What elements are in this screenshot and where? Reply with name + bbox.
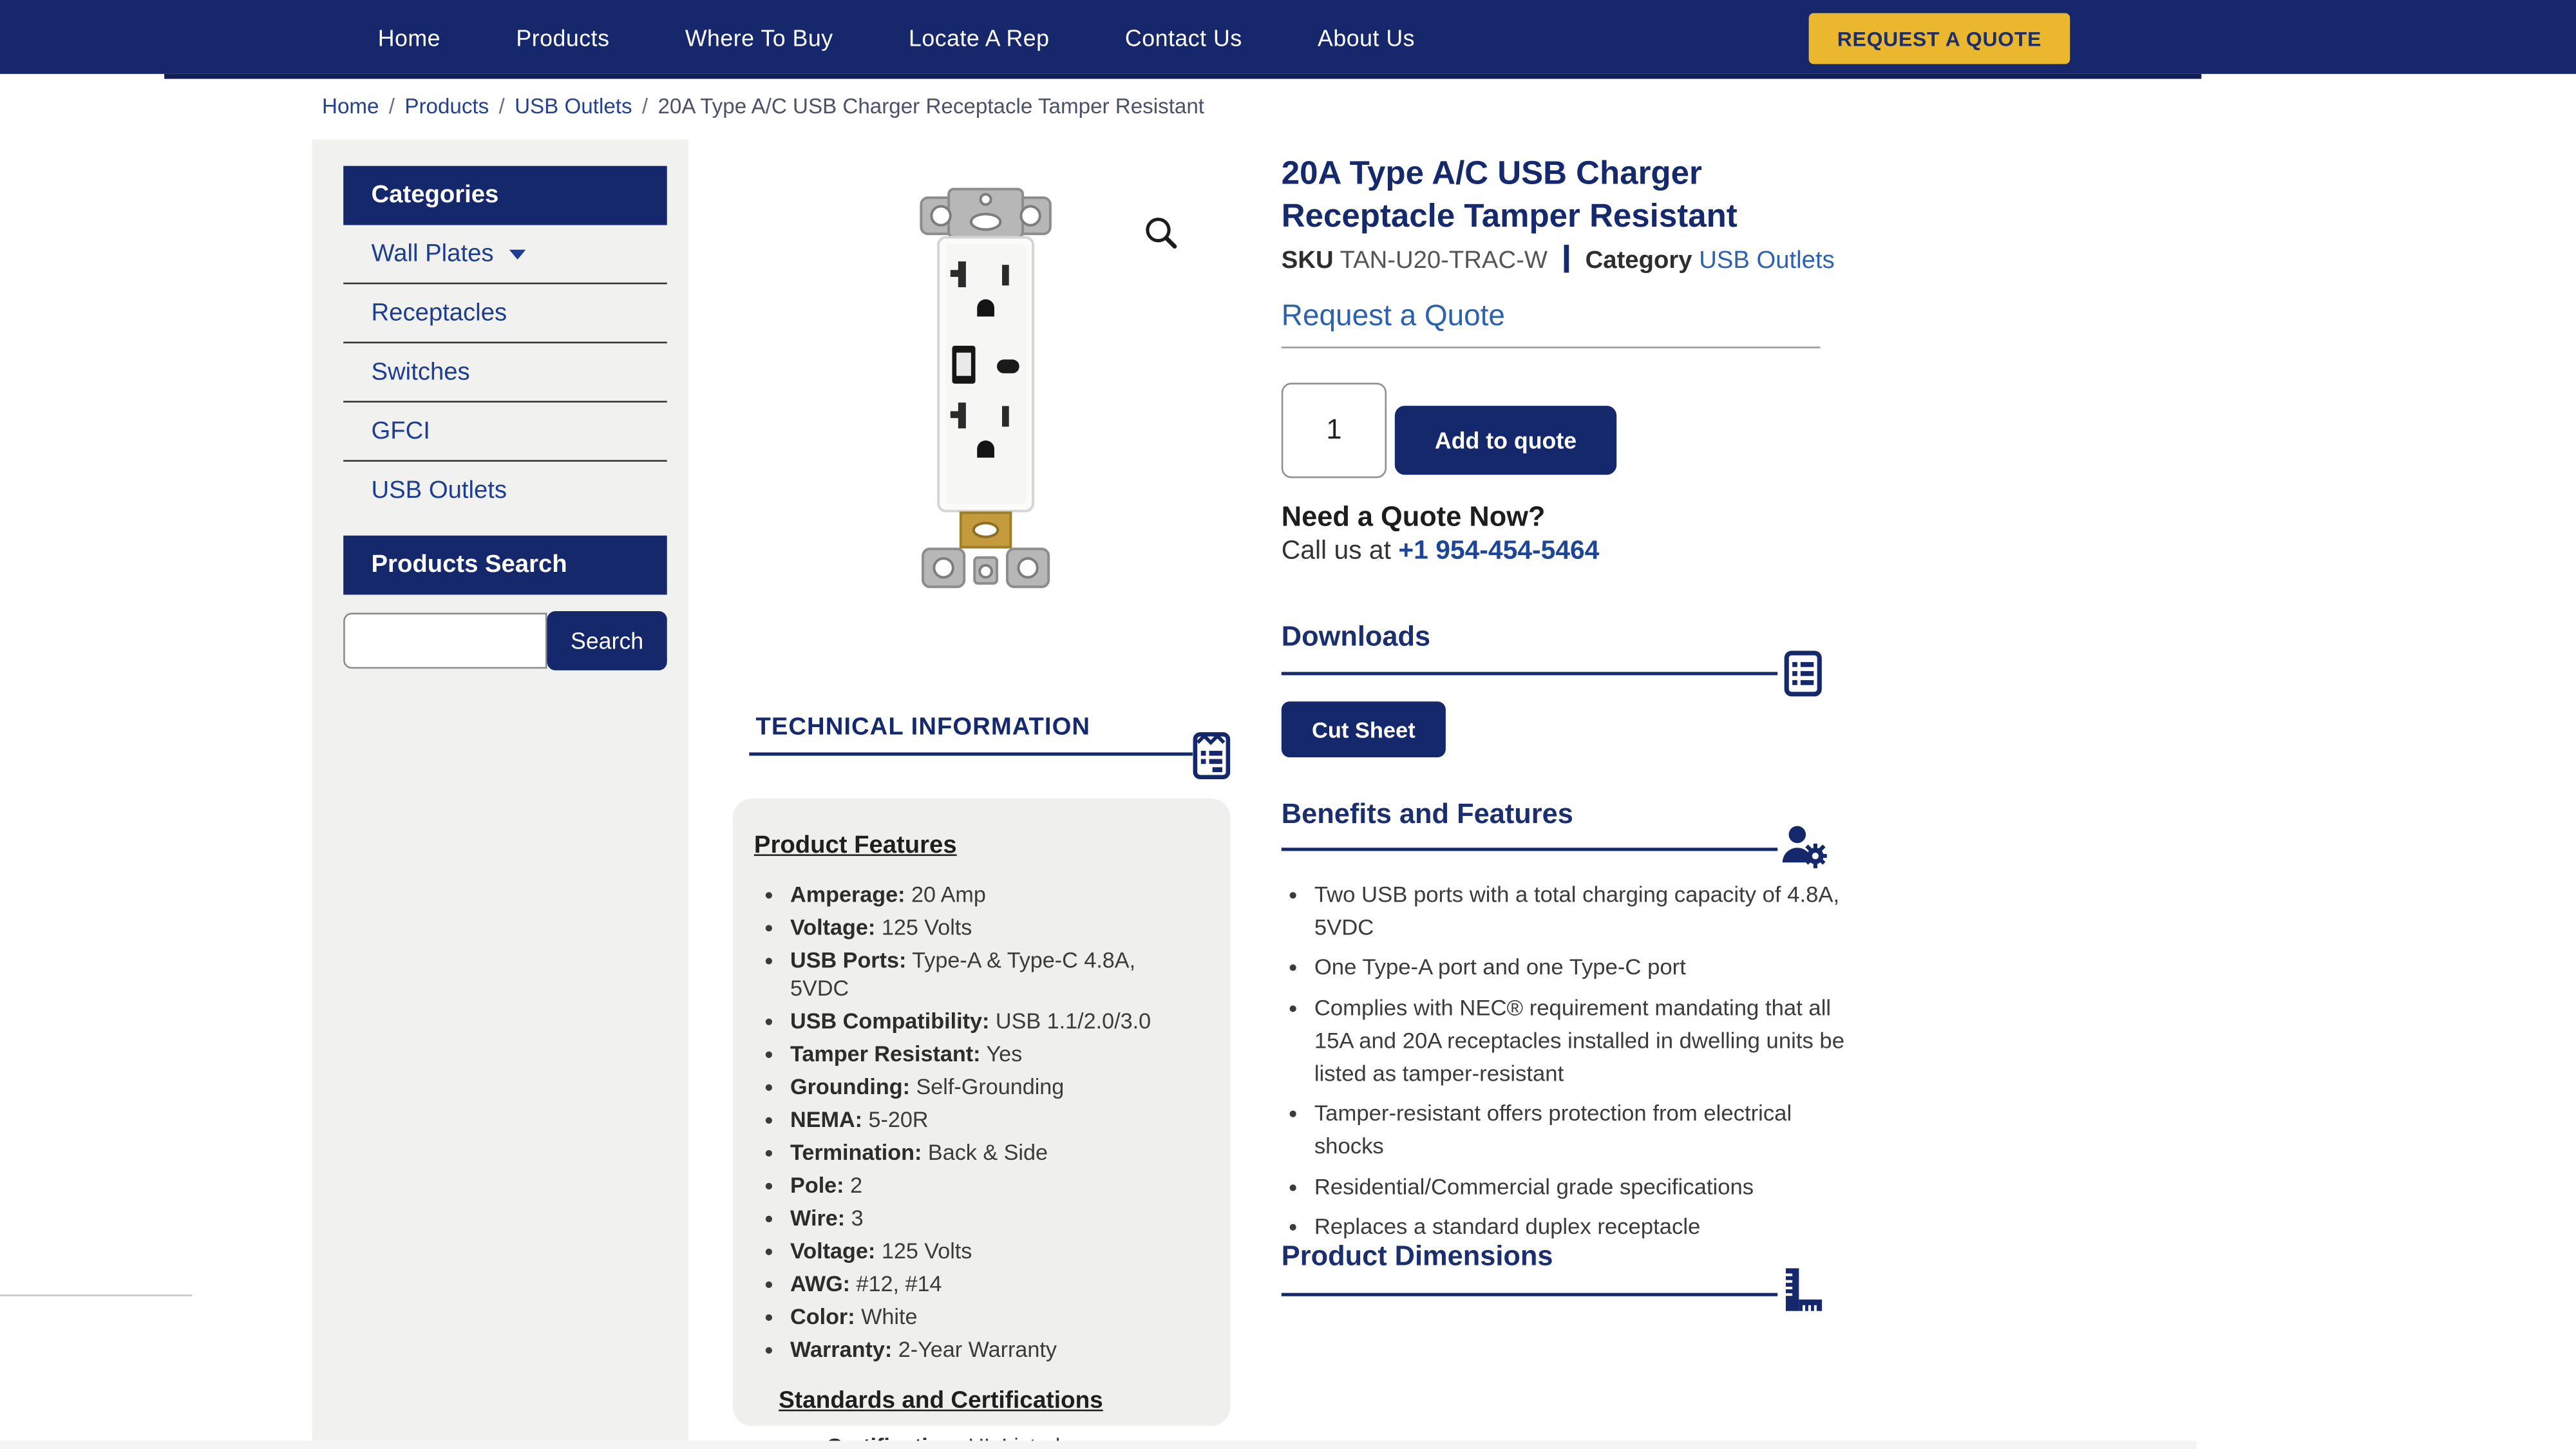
- feature-item: • Grounding: Self-Grounding: [790, 1073, 1198, 1101]
- product-info-column: [1281, 140, 1845, 1449]
- benefit-item: • Residential/Commercial grade specifications: [1314, 1171, 1850, 1203]
- benefits-rule: [1282, 848, 1777, 851]
- product-dimensions-heading: Product Dimensions: [1281, 1240, 1553, 1272]
- sku-value: TAN-U20-TRAC-W: [1340, 246, 1548, 275]
- categories-header: Categories: [343, 166, 667, 225]
- technical-information-rule: [749, 752, 1193, 755]
- call-prefix: Call us at: [1281, 537, 1391, 565]
- feature-item: • Amperage: 20 Amp: [790, 880, 1198, 908]
- divider: [1564, 245, 1569, 272]
- image-zoom-icon[interactable]: [1144, 215, 1180, 251]
- nav-bottom-strip: [164, 74, 2201, 79]
- nav-links: [0, 0, 2576, 74]
- quantity-input[interactable]: [1282, 383, 1387, 478]
- user-gear-icon: [1777, 822, 1827, 871]
- breadcrumb-separator: /: [498, 93, 505, 118]
- nav-item-products[interactable]: Products: [516, 23, 610, 50]
- page-bottom-strip: [0, 1441, 2197, 1449]
- left-edge-rule: [0, 1294, 192, 1296]
- feature-item: • Color: White: [790, 1303, 1198, 1331]
- benefit-item: • Replaces a standard duplex receptacle: [1314, 1211, 1850, 1244]
- product-features-list: [754, 880, 1198, 1364]
- downloads-heading: Downloads: [1281, 621, 1431, 652]
- benefit-item: • Two USB ports with a total charging capacity of 4.8A, 5VDC: [1314, 879, 1850, 944]
- call-us-line: [1282, 537, 1600, 567]
- breadcrumb-usb-outlets[interactable]: USB Outlets: [515, 93, 632, 118]
- top-navigation-bar: [0, 0, 2576, 74]
- feature-item: • NEMA: 5-20R: [790, 1106, 1198, 1133]
- nav-item-locate-a-rep[interactable]: Locate A Rep: [908, 23, 1050, 50]
- product-media-column: [733, 140, 1242, 1449]
- products-search-header: Products Search: [343, 536, 667, 595]
- standards-heading: Standards and Certifications: [779, 1388, 1103, 1416]
- sidebar: [312, 140, 688, 1449]
- breadcrumb-current: 20A Type A/C USB Charger Receptacle Tamper Resistant: [658, 93, 1205, 118]
- sku-label: SKU: [1281, 246, 1334, 275]
- benefit-item: • One Type-A port and one Type-C port: [1314, 952, 1850, 984]
- feature-item: • Tamper Resistant: Yes: [790, 1040, 1198, 1068]
- feature-item: • USB Ports: Type-A & Type-C 4.8A, 5VDC: [790, 946, 1198, 1002]
- feature-item: • Pole: 2: [790, 1171, 1198, 1199]
- benefit-item: • Complies with NEC® requirement mandating that all 15A and 20A receptacles installed in dwelling units be listed as tamper-resistant: [1314, 992, 1850, 1090]
- search-button[interactable]: Search: [547, 611, 667, 670]
- product-features-heading: Product Features: [753, 831, 957, 860]
- downloads-rule: [1282, 672, 1777, 675]
- breadcrumb-separator: /: [641, 93, 649, 118]
- caret-down-icon: [510, 250, 527, 260]
- quote-rule: [1282, 346, 1821, 348]
- sku-category-row: [1282, 245, 1835, 274]
- usb-receptacle-illustration: [894, 185, 1078, 616]
- request-a-quote-button[interactable]: REQUEST A QUOTE: [1809, 13, 2070, 64]
- benefit-item: • Tamper-resistant offers protection from electrical shocks: [1314, 1098, 1850, 1163]
- list-icon: [1784, 650, 1822, 696]
- breadcrumb-separator: /: [388, 93, 395, 118]
- nav-item-where-to-buy[interactable]: Where To Buy: [685, 23, 833, 50]
- cut-sheet-button[interactable]: Cut Sheet: [1282, 701, 1446, 757]
- products-search: [343, 611, 667, 670]
- product-dimensions-rule: [1282, 1293, 1777, 1296]
- page-title: 20A Type A/C USB Charger Receptacle Tamper Resistant: [1281, 156, 1738, 236]
- sidebar-item-receptacles[interactable]: Receptacles: [343, 284, 667, 343]
- sidebar-item-usb-outlets[interactable]: USB Outlets: [371, 476, 507, 505]
- feature-item: • Voltage: 125 Volts: [790, 1237, 1198, 1265]
- breadcrumb-products[interactable]: Products: [404, 93, 489, 118]
- phone-link[interactable]: +1 954-454-5464: [1398, 537, 1600, 565]
- benefits-heading: Benefits and Features: [1281, 798, 1573, 830]
- feature-item: • Warranty: 2-Year Warranty: [790, 1336, 1198, 1364]
- feature-item: • Wire: 3: [790, 1204, 1198, 1232]
- sidebar-item-switches[interactable]: Switches: [343, 343, 667, 402]
- categories-list: [343, 225, 667, 519]
- feature-item: • Voltage: 125 Volts: [790, 913, 1198, 941]
- sidebar-item-label: Wall Plates: [371, 240, 494, 268]
- technical-information-card: [733, 799, 1231, 1426]
- benefits-list: [1282, 879, 1850, 1252]
- clipboard-icon: [1193, 731, 1231, 781]
- sidebar-item-gfci[interactable]: GFCI: [343, 402, 667, 462]
- need-quote-heading: Need a Quote Now?: [1281, 501, 1546, 533]
- category-link[interactable]: USB Outlets: [1699, 246, 1835, 275]
- breadcrumb-home[interactable]: Home: [321, 93, 379, 118]
- sidebar-item-wall-plates[interactable]: [343, 225, 667, 284]
- search-input[interactable]: [343, 613, 547, 669]
- nav-item-home[interactable]: Home: [377, 23, 441, 50]
- request-a-quote-heading: Request a Quote: [1281, 299, 1505, 332]
- category-label: Category: [1585, 246, 1692, 275]
- nav-item-about-us[interactable]: About Us: [1318, 23, 1416, 50]
- add-to-quote-button[interactable]: Add to quote: [1395, 406, 1616, 475]
- technical-information-heading: TECHNICAL INFORMATION: [755, 713, 1091, 741]
- product-image: [733, 153, 1242, 632]
- breadcrumb: [322, 93, 1204, 118]
- feature-item: • AWG: #12, #14: [790, 1270, 1198, 1298]
- ruler-icon: [1781, 1267, 1823, 1312]
- feature-item: • USB Compatibility: USB 1.1/2.0/3.0: [790, 1007, 1198, 1035]
- feature-item: • Termination: Back & Side: [790, 1139, 1198, 1166]
- nav-item-contact-us[interactable]: Contact Us: [1124, 23, 1242, 50]
